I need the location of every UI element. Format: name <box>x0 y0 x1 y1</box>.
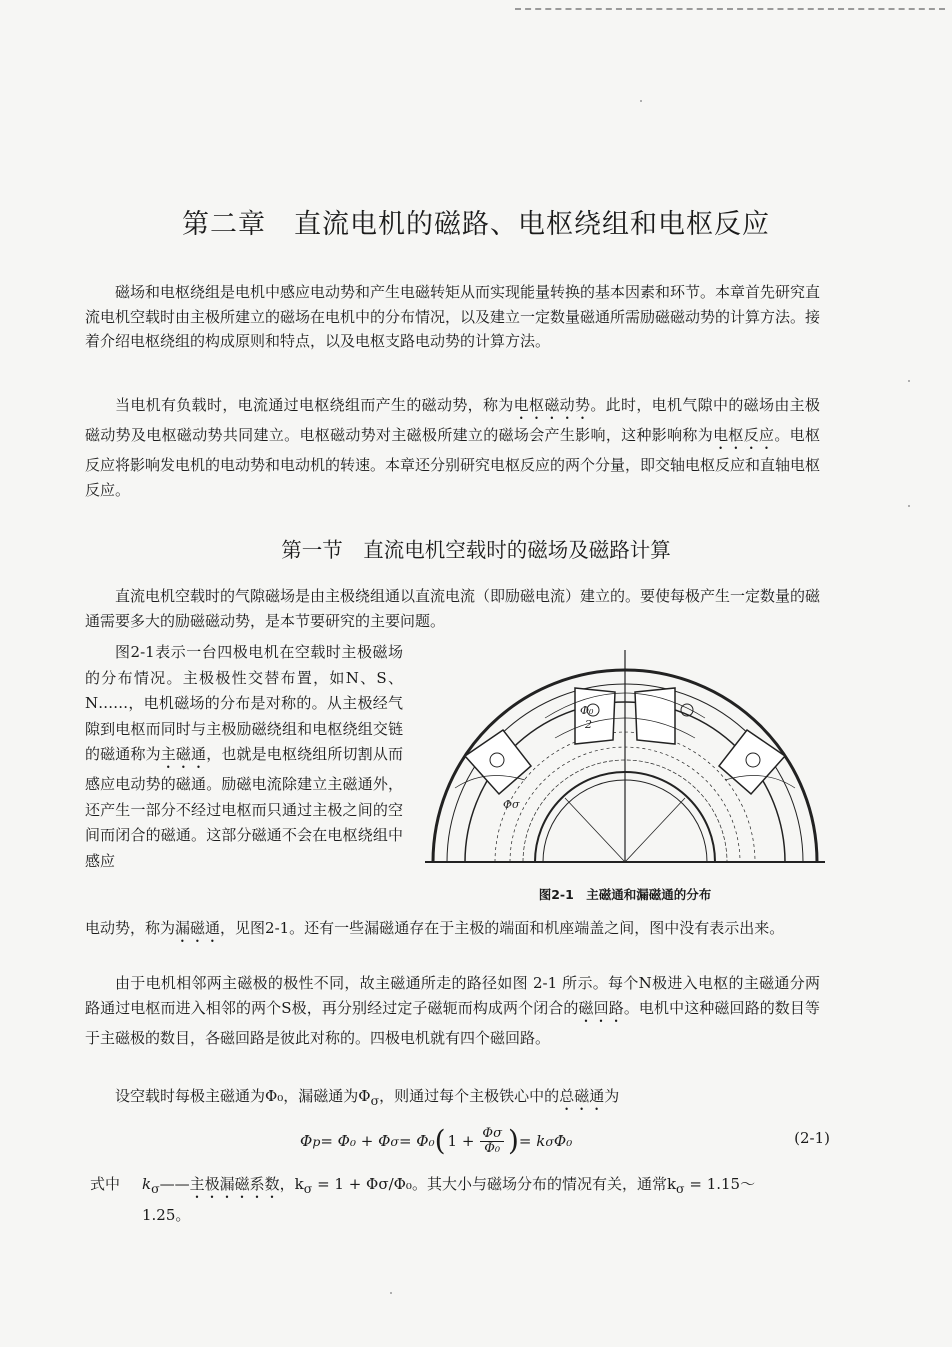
section-paragraph-3: 由于电机相邻两主磁极的极性不同，故主磁通所走的路径如图 2-1 所示。每个N极进入电枢的主磁通分两路通过电枢而进入相邻的两个S极，再分别经过定子磁轭而构成两个闭合的磁回路。电机中这种磁回路的数目等于主磁极的数目，各磁回路是彼此对称的。四极电机就有四个磁回路。 <box>85 974 820 1047</box>
figure-label-half: 2 <box>585 718 592 731</box>
intro-paragraph-1: 磁场和电枢绕组是电机中感应电动势和产生电磁转矩从而实现能量转换的基本因素和环节。本章首先研究直流电机空载时由主极所建立的磁场在电机中的分布情况，以及建立一定数量磁通所需励磁磁动势的计算方法。接着介绍电枢绕组的构成原则和特点，以及电枢支路电动势的计算方法。 <box>85 283 821 350</box>
equation-2-1: Φ p = Φ₀ + Φ σ = Φ₀ ( 1 + $\frac{\Phi\sigma}{\text{Φ₀}}$ ) = k σ Φ₀ (2-1) <box>300 1124 830 1157</box>
where-label: 式中 <box>90 1175 121 1193</box>
term-total-flux: 总磁通 <box>559 1087 605 1105</box>
term-leakage-coefficient: 主极漏磁系数 <box>189 1175 280 1193</box>
equation-number: (2-1) <box>794 1129 830 1147</box>
term-armature-reaction: 电枢反应 <box>713 426 775 444</box>
term-armature-mmf: 电枢磁动势 <box>513 396 591 414</box>
scan-edge-dashes <box>515 8 945 10</box>
section-paragraph-2-continued: 电动势，称为漏磁通，见图2-1。还有一些漏磁通存在于主极的端面和机座端盖之间，图中没有表示出来。 <box>85 919 785 937</box>
section-paragraph-2: 图2-1表示一台四极电机在空载时主极磁场的分布情况。主极极性交替布置，如N、S、N……，电机磁场的分布是对称的。从主极经气隙到电枢而同时与主极励磁绕组和电枢绕组交链的磁通称为主磁通，也就是电枢绕组所切割从而感应电动势的磁通。励磁电流除建立主磁通外，还产生一部分不经过电枢而只通过主极之间的空间而闭合的磁通。这部分磁通不会在电枢绕组中感应 <box>85 643 403 870</box>
figure-2-1-flux-diagram <box>425 648 825 866</box>
chapter-title: 第二章 直流电机的磁路、电枢绕组和电枢反应 <box>182 209 770 240</box>
figure-label-phi-sigma: Φσ <box>503 798 520 811</box>
scan-speck <box>908 380 910 382</box>
term-leakage-flux: 漏磁通 <box>175 919 221 937</box>
section-title: 第一节 直流电机空载时的磁场及磁路计算 <box>281 538 671 562</box>
scan-speck <box>390 1292 392 1294</box>
scan-speck <box>908 505 910 507</box>
scan-speck <box>640 100 642 102</box>
term-magnetic-circuit: 磁回路 <box>578 998 624 1017</box>
term-main-flux: 主磁通 <box>160 745 207 763</box>
section-paragraph-1: 直流电机空载时的气隙磁场是由主极绕组通以直流电流（即励磁电流）建立的。要使每极产生一定数量的磁通需要多大的励磁磁动势，是本节要研究的主要问题。 <box>85 587 821 630</box>
section-paragraph-4: 设空载时每极主磁通为Φ₀，漏磁通为$\Phi_\sigma$，则通过每个主极铁心中的总磁通为 <box>115 1087 620 1108</box>
figure-label-phi-half: Φ₀ <box>580 704 594 717</box>
equation-fraction: $\frac{\Phi\sigma}{\text{Φ₀}}$ <box>482 1125 502 1156</box>
figure-caption: 图2-1 主磁通和漏磁通的分布 <box>538 887 712 902</box>
where-definition: $k_\sigma——$主极漏磁系数，$k_\sigma = 1 + \Phi\sigma/\Phi_0$。其大小与磁场分布的情况有关，通常$k_\sigma$ = 1.15～ 1.25。 <box>142 1175 756 1224</box>
intro-paragraph-2: 当电机有负载时，电流通过电枢绕组而产生的磁动势，称为电枢磁动势。此时，电机气隙中的磁场由主极磁动势及电枢磁动势共同建立。电枢磁动势对主磁极所建立的磁场会产生影响，这种影响称为电枢反应。电枢反应将影响发电机的电动势和电动机的转速。本章还分别研究电枢反应的两个分量，即交轴电枢反应和直轴电枢反应。 <box>85 396 821 499</box>
